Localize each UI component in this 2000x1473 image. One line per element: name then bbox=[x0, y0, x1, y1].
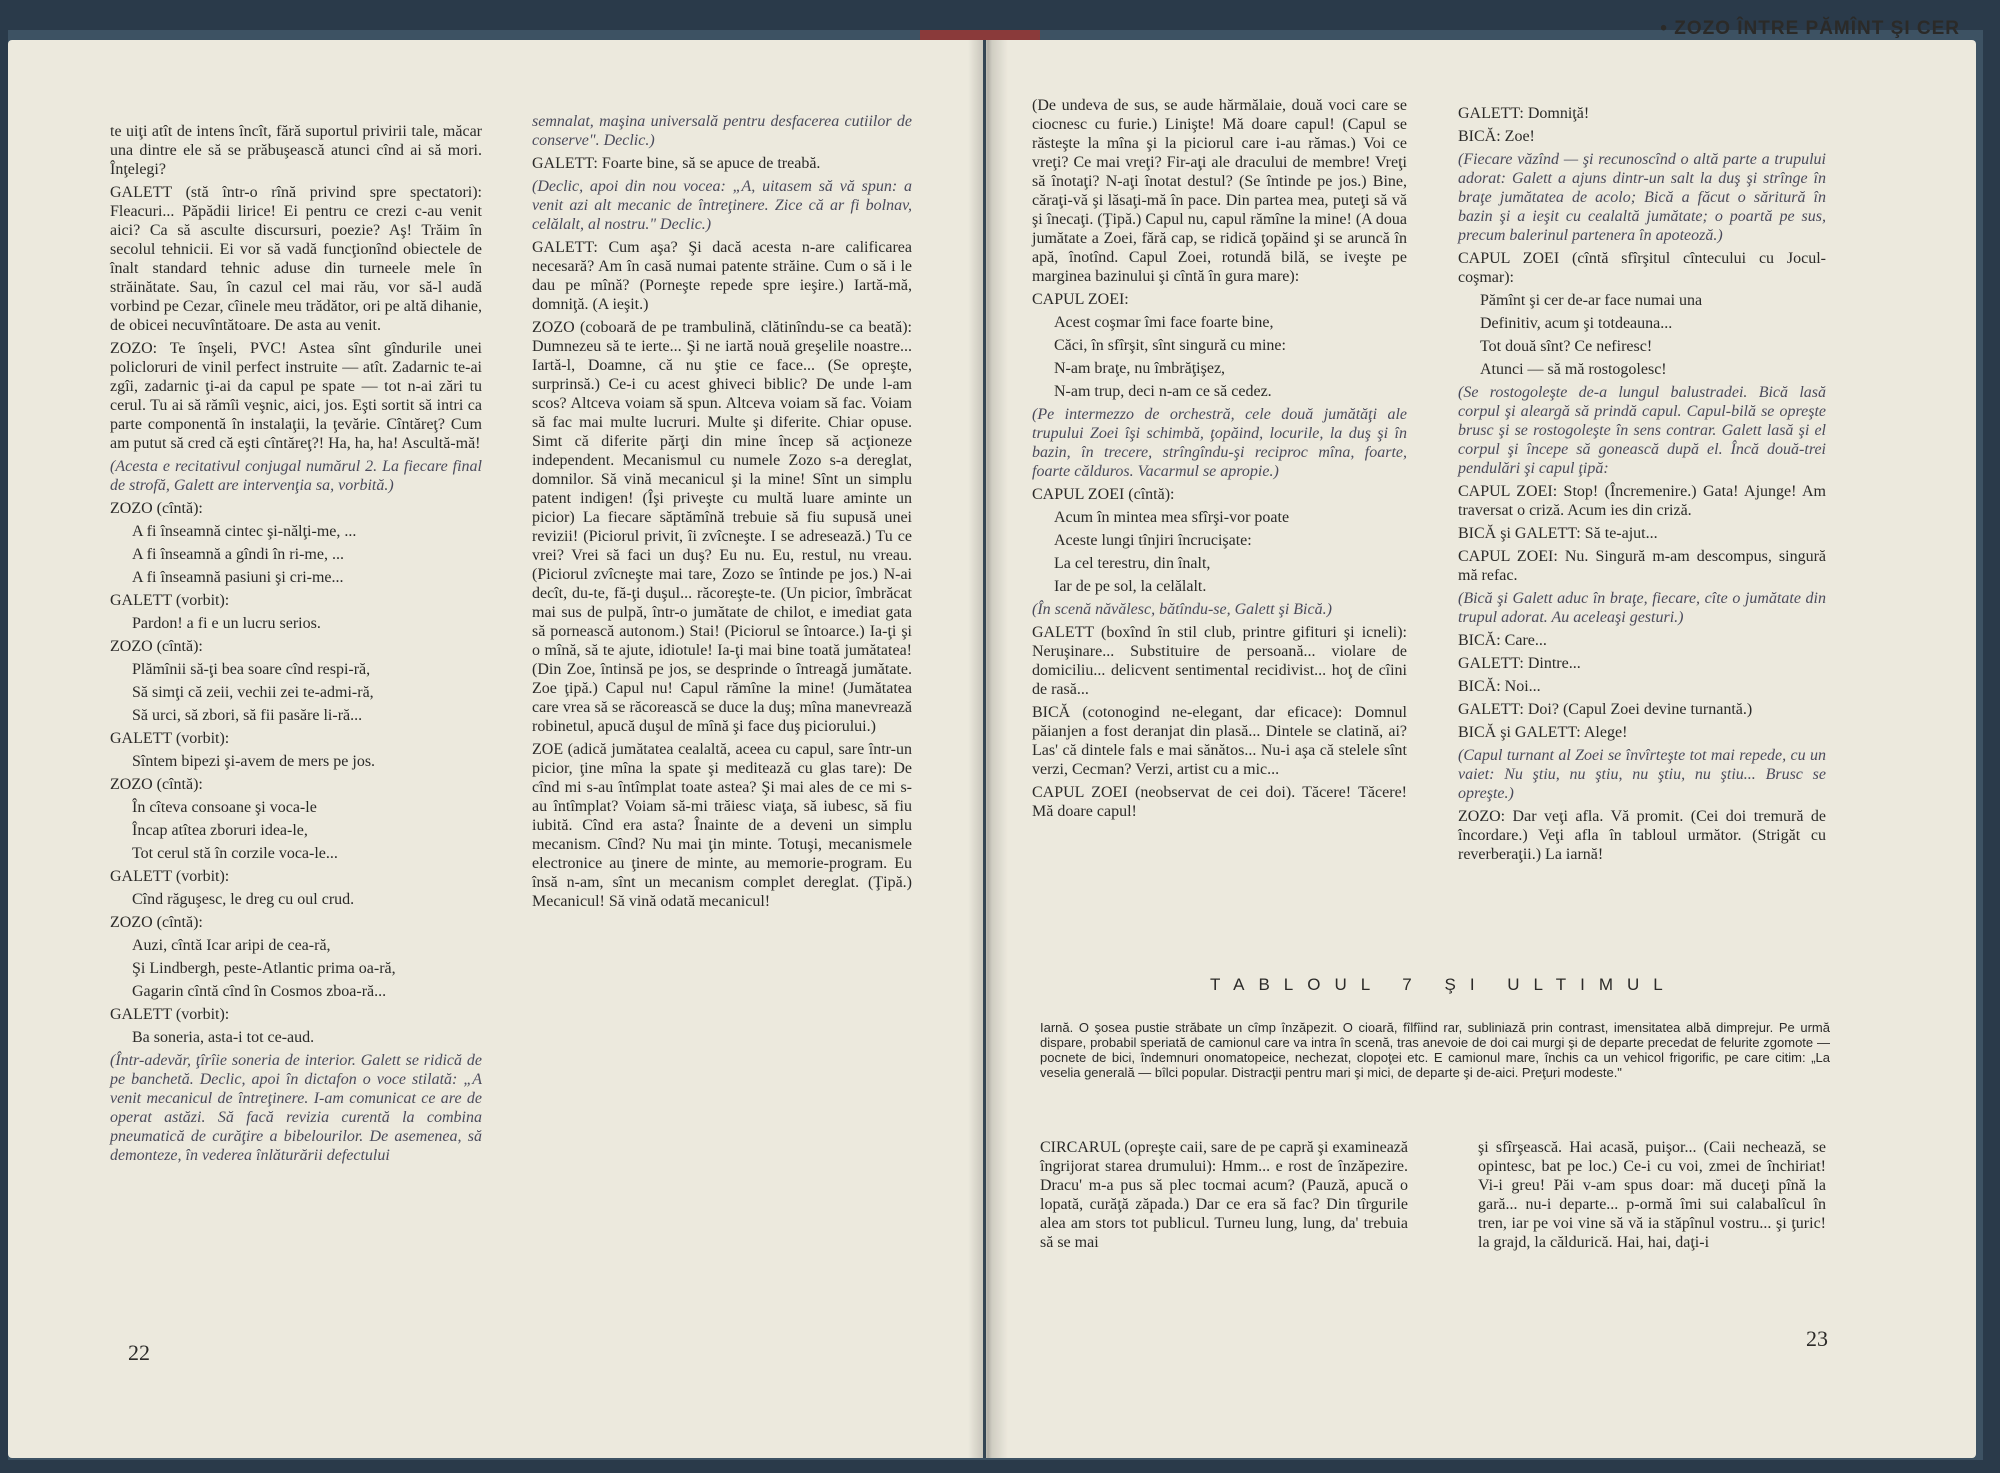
verse-line: N-am trup, deci n-am ce să cedez. bbox=[1054, 383, 1272, 400]
stage-direction: (Se rostogoleşte de-a lungul balustradei. Bică lasă corpul şi aleargă să prindă capul. Capul-bilă se opreşte brusc şi se rostogoleşte în sens contrar. Galett lasă şi el corpul şi începe să gonească după el. Încă două-trei pendulări şi capul ţipă: bbox=[1458, 384, 1826, 477]
dialogue-line: BICĂ (cotonogind ne-elegant, dar eficace): Domnul păianjen a fost deranjat din plasă... Dintele se clatină, ai? Las' că dintele fals e mai sănătos... Nu-i aşa că stelele sînt verzi, Cecman? Verzi, artist cu a mic... bbox=[1032, 704, 1407, 778]
dialogue-line: GALETT (stă într-o rînă privind spre spectatori): Fleacuri... Păpădii lirice! Ei pentru ce crezi c-au venit aici? Ca să asculte discursuri, poezie? Aş! Trăim în secolul tehnicii. Ei vor să vadă funcţionînd obiectele de înalt standard tehnic aduse din turneele mele în străinătate. Sau, în cazul cel mai rău, vor să-l audă vorbind pe Cezar, cîinele meu trădător, ori pe altă dihanie, de obicei necuvîntătoare. De asta au venit. bbox=[110, 184, 482, 334]
binding-tape bbox=[920, 30, 1040, 40]
verse-line: Şi Lindbergh, peste-Atlantic prima oa-ră, bbox=[132, 960, 396, 977]
verse-line: Să urci, să zbori, să fii pasăre li-ră... bbox=[132, 707, 363, 724]
verse-line: Pardon! a fi e un lucru serios. bbox=[132, 615, 321, 632]
verse-line: În cîteva consoane şi voca-le bbox=[132, 799, 317, 816]
stage-direction: (Fiecare văzînd — şi recunoscînd o altă parte a trupului adorat: Galett a ajuns dintr-un salt la duş şi strînge în braţe jumătatea de acolo; Bică a făcut o săritură în bazin şi a ieşit cu cealaltă jumătate; o poartă pe sus, precum balerinul partenera în apoteoză.) bbox=[1458, 151, 1826, 244]
dialogue-line: ZOZO: Dar veţi afla. Vă promit. (Cei doi tremură de încordare.) Veţi afla în tabloul următor. (Strigăt cu reverberaţii.) La iarnă! bbox=[1458, 808, 1826, 863]
dialogue-line: BICĂ şi GALETT: Să te-ajut... bbox=[1458, 525, 1658, 542]
verse-line: Definitiv, acum şi totdeauna... bbox=[1480, 315, 1673, 332]
verse-line: La cel terestru, din înalt, bbox=[1054, 555, 1211, 572]
verse-line: Pămînt şi cer de-ar face numai una bbox=[1480, 292, 1703, 309]
verse-line: Aceste lungi tînjiri încrucişate: bbox=[1054, 532, 1252, 549]
dialogue-line: ZOZO (cîntă): bbox=[110, 500, 203, 517]
dialogue-line: (De undeva de sus, se aude hărmălaie, două voci care se ciocnesc cu furie.) Linişte! Mă doare capul! (Capul se răsteşte la mîna şi la piciorul care i-au rămas.) Voi ce vreţi? Ce mai vreţi? Fir-aţi ale dracului de membre! Vreţi să înotaţi? N-aţi înotat destul? (Se întinde pe jos.) Bine, căraţi-vă şi lăsaţi-mă în pace. Din partea mea, puteţi să vă şi înecaţi. (Ţipă.) Capul nu, capul rămîne la mine! (A doua jumătate a Zoei, fără cap, se ridică ţopăind şi se aruncă în apă, înotînd. Capul Zoei, rotundă bilă, se iveşte pe marginea bazinului şi cîntă în gura mare): bbox=[1032, 97, 1407, 285]
dialogue-line: GALETT: Domniţă! bbox=[1458, 105, 1590, 122]
dialogue-line: CAPUL ZOEI: bbox=[1032, 291, 1129, 308]
dialogue-line: CAPUL ZOEI (neobservat de cei doi). Tăcere! Tăcere! Mă doare capul! bbox=[1032, 784, 1407, 820]
left-page-number: 22 bbox=[128, 1340, 150, 1365]
verse-line: A fi înseamnă cintec şi-nălţi-me, ... bbox=[132, 523, 357, 540]
dialogue-line: te uiţi atît de intens încît, fără suportul privirii tale, măcar una dintre ele să se prăbuşească atunci cînd ai să mori. Înţelegi? bbox=[110, 123, 482, 178]
tablou-title: TABLOUL 7 ŞI ULTIMUL bbox=[1210, 975, 1677, 994]
verse-line: Auzi, cîntă Icar aripi de cea-ră, bbox=[132, 937, 331, 954]
right-page-number: 23 bbox=[1806, 1326, 1828, 1351]
stage-direction: (Capul turnant al Zoei se învîrteşte tot mai repede, cu un vaiet: Nu ştiu, nu ştiu, nu ştiu, nu ştiu... Brusc se opreşte.) bbox=[1458, 747, 1826, 802]
verse-line: Tot două sînt? Ce nefiresc! bbox=[1480, 338, 1653, 355]
verse-line: Acest coşmar îmi face foarte bine, bbox=[1054, 314, 1274, 331]
dialogue-line: BICĂ: Zoe! bbox=[1458, 128, 1535, 145]
dialogue-line: ZOE (adică jumătatea cealaltă, aceea cu capul, sare într-un picior, ţine mîna la spate şi meditează cu glas tare): De cînd mi s-au întîmplat toate astea? Şi mai ales de ce mi s-au întîmplat? Voiam să-mi trăiesc viaţa, să iubesc, să fiu iubită. Cînd era asta? Înainte de a deveni un simplu mecanism. Cînd? Nu mai ţin minte. Totuşi, mecanismele electronice au ţinere de minte, au memorie-program. Eu însă n-am, sînt un mecanism complet dereglat. (Ţipă.) Mecanicul! Să vină odată mecanicul! bbox=[532, 741, 912, 910]
verse-line: A fi înseamnă a gîndi în ri-me, ... bbox=[132, 546, 344, 563]
dialogue-line: GALETT (vorbit): bbox=[110, 1006, 230, 1023]
dialogue-line: CIRCARUL (opreşte caii, sare de pe capră şi examinează îngrijorat starea drumului): Hmm... e rost de înzăpezire. Dracu' m-a pus să plec tocmai acum? (Pauză, apucă o lopată, curăţă zăpada.) Dar ce era să fac? Din tîrgurile alea am stors tot publicul. Turneu lung, lung, da' trebuia să se mai bbox=[1040, 1139, 1408, 1251]
dialogue-line: BICĂ: Noi... bbox=[1458, 678, 1541, 695]
dialogue-line: BICĂ şi GALETT: Alege! bbox=[1458, 724, 1628, 741]
dialogue-line: şi sfîrşească. Hai acasă, puişor... (Caii nechează, se opintesc, bat pe loc.) Ce-i cu voi, zmei de închiriat! Vi-i greu! Păi v-am spus doar: mă duceţi pînă la gară... nu-i departe... p-ormă îmi sui calabalîcul în tren, iar pe voi vine să vă ia stăpînul vostru... şi ţuric! la grajd, la căldurică. Hai, hai, daţi-i bbox=[1478, 1139, 1826, 1251]
running-header: • ZOZO ÎNTRE PĂMÎNT ŞI CER bbox=[1660, 18, 1960, 39]
dialogue-line: GALETT: Foarte bine, să se apuce de treabă. bbox=[532, 155, 821, 172]
dialogue-line: ZOZO (cîntă): bbox=[110, 914, 203, 931]
verse-line: Să simţi că zeii, vechii zei te-admi-ră, bbox=[132, 684, 374, 701]
dialogue-line: BICĂ: Care... bbox=[1458, 632, 1547, 649]
dialogue-line: GALETT (vorbit): bbox=[110, 868, 230, 885]
right-page-column-1 bbox=[1032, 96, 1407, 825]
right-page-column-3 bbox=[1040, 1138, 1408, 1256]
dialogue-line: GALETT (vorbit): bbox=[110, 730, 230, 747]
stage-direction: (Pe intermezzo de orchestră, cele două jumătăţi ale trupului Zoei îşi schimbă, ţopăind, locurile, la duş şi în bazin, în trecere, strîngîndu-şi reciproc mîna, foarte, foarte călduros. Vacarmul se apropie.) bbox=[1032, 406, 1407, 480]
dialogue-line: ZOZO: Te înşeli, PVC! Astea sînt gîndurile unei policloruri de vinil perfect instruite — atît. Zadarnic te-ai zgîi, zadarnic ţi-ai da capul pe spate — tot n-ai zări tu cerul. Tu ai să rămîi veşnic, aici, jos. Eşti sortit să intri ca parte componentă în instalaţii, la ţevărie. Cîntăreţ? Cum am putut să cred că eşti cîntăreţ?! Ha, ha, ha! Ascultă-mă! bbox=[110, 340, 482, 452]
left-page-column-1 bbox=[110, 122, 482, 1169]
verse-line: Tot cerul stă în corzile voca-le... bbox=[132, 845, 338, 862]
dialogue-line: CAPUL ZOEI (cîntă sfîrşitul cîntecului cu Jocul-coşmar): bbox=[1458, 250, 1826, 286]
tablou-intro: Iarnă. O şosea pustie străbate un cîmp înzăpezit. O cioară, fîlfîind rar, subliniază prin contrast, imensitatea albă dimprejur. Pe urmă dispare, probabil speriată de camionul care va intra în scenă, tras anevoie de doi cai murgi şi de departe precedat de felurite zgomote — pocnete de bici, îndemnuri onomatopeice, nechezat, clopoţei etc. E camionul mare, închis ca un vehicol frigorific, pe care citim: „La veselia generală — bîlci popular. Distracţii pentru mari şi mici, de departe şi de-aici. Preţuri modeste." bbox=[1040, 1020, 1830, 1080]
left-page-column-2 bbox=[532, 112, 912, 915]
dialogue-line: ZOZO (cîntă): bbox=[110, 638, 203, 655]
right-page-column-4 bbox=[1478, 1138, 1826, 1256]
dialogue-line: GALETT (vorbit): bbox=[110, 592, 230, 609]
stage-direction: (Acesta e recitativul conjugal numărul 2. La fiecare final de strofă, Galett are intervenţia sa, vorbită.) bbox=[110, 458, 482, 494]
dialogue-line: CAPUL ZOEI: Nu. Singură m-am descompus, singură mă refac. bbox=[1458, 548, 1826, 584]
verse-line: Căci, în sfîrşit, sînt singură cu mine: bbox=[1054, 337, 1286, 354]
dialogue-line: GALETT: Doi? (Capul Zoei devine turnantă.) bbox=[1458, 701, 1753, 718]
verse-line: A fi înseamnă pasiuni şi cri-me... bbox=[132, 569, 344, 586]
verse-line: Ba soneria, asta-i tot ce-aud. bbox=[132, 1029, 315, 1046]
dialogue-line: CAPUL ZOEI: Stop! (Încremenire.) Gata! Ajunge! Am traversat o criză. Acum ies din criză. bbox=[1458, 483, 1826, 519]
stage-direction: (Declic, apoi din nou vocea: „A, uitasem să vă spun: a venit azi alt mecanic de întreţinere. Zice că ar fi bolnav, celălalt, al nostru." Declic.) bbox=[532, 178, 912, 233]
stage-direction: (Într-adevăr, ţîrîie soneria de interior. Galett se ridică de pe banchetă. Declic, apoi în dictafon o voce stilată: „A venit mecanicul de întreţinere. I-am comunicat ce are de operat astăzi. Să facă revizia curentă la combina pneumatică de curăţire a bibelourilor. De asemenea, să demonteze, în vederea înlăturării defectului bbox=[110, 1052, 482, 1164]
right-page-column-2 bbox=[1458, 104, 1826, 868]
verse-line: Încap atîtea zboruri idea-le, bbox=[132, 822, 308, 839]
verse-line: Iar de pe sol, la celălalt. bbox=[1054, 578, 1207, 595]
stage-direction: semnalat, maşina universală pentru desfacerea cutiilor de conserve". Declic.) bbox=[532, 113, 912, 149]
verse-line: Cînd răguşesc, le dreg cu oul crud. bbox=[132, 891, 355, 908]
dialogue-line: GALETT (boxînd în stil club, printre gifituri şi icneli): Neruşinare... Substituire de persoană... violare de domiciliu... delicvent sentimental recidivist... hoţ de cîini de rasă... bbox=[1032, 624, 1407, 698]
verse-line: Gagarin cîntă cînd în Cosmos zboa-ră... bbox=[132, 983, 387, 1000]
dialogue-line: GALETT: Dintre... bbox=[1458, 655, 1581, 672]
dialogue-line: ZOZO (coboară de pe trambulină, clătinîndu-se ca beată): Dumnezeu să te ierte... Şi ne iartă nouă greşelile noastre... Iartă-l, Doamne, că nu ştie ce face... (Se opreşte, surprinsă.) Ce-i cu acest ghiveci biblic? De unde l-am scos? Altceva voiam să spun. Altceva voiam să fac. Voiam să fac mai multe lucruri. Multe şi diferite. Chiar opuse. Simt că diferite părţi din mine încep să acţioneze independent. Mecanismul cu numele Zozo s-a dereglat, domnilor. Să vină mecanicul şi la mine! Sînt un simplu patent indigen! (Îşi priveşte cu multă luare aminte un picior) La fiecare săptămînă trebuie să fiu supusă unei revizii! (Piciorul privit, îi zvîcneşte. I se adresează.) Tu ce vrei? Vrei să faci un duş? Eu nu. Eu, restul, nu vreau. (Piciorul zvîcneşte mai tare, Zozo se întinde pe jos.) N-ai decît, du-te, fă-ţi duşul... răcoreşte-te. (Un picior, îmbrăcat mai sus de pulpă, într-o jumătate de chilot, e imediat gata să pornească autonom.) Stai! (Piciorul se întoarce.) Ia-ţi şi o mînă, să te ajute, idiotule! Ia-ţi mai bine toată jumătatea! (Din Zoe, întinsă pe jos, se desprinde o întreagă jumătate. Zoe ţipă.) Capul nu! Capul rămîne la mine! (Jumătatea care vrea să se răcorească se duce la duş; mîna manevrează robinetul, apucă duşul de mînă şi face duş piciorului.) bbox=[532, 319, 912, 735]
dialogue-line: GALETT: Cum aşa? Şi dacă acesta n-are calificarea necesară? Am în casă numai patente străine. Cum o să i le dau pe mînă? (Porneşte repede spre ieşire.) Iartă-mă, domniţă. (A ieşit.) bbox=[532, 239, 912, 313]
verse-line: N-am braţe, nu îmbrăţişez, bbox=[1054, 360, 1226, 377]
stage-direction: (Bică şi Galett aduc în braţe, fiecare, cîte o jumătate din trupul adorat. Au aceleaşi gesturi.) bbox=[1458, 590, 1826, 626]
verse-line: Atunci — să mă rostogolesc! bbox=[1480, 361, 1667, 378]
dialogue-line: CAPUL ZOEI (cîntă): bbox=[1032, 486, 1175, 503]
stage-direction: (În scenă năvălesc, bătîndu-se, Galett şi Bică.) bbox=[1032, 601, 1332, 618]
book-gutter bbox=[968, 40, 1008, 1458]
dialogue-line: ZOZO (cîntă): bbox=[110, 776, 203, 793]
verse-line: Acum în mintea mea sfîrşi-vor poate bbox=[1054, 509, 1290, 526]
verse-line: Sîntem bipezi şi-avem de mers pe jos. bbox=[132, 753, 376, 770]
verse-line: Plămînii să-ţi bea soare cînd respi-ră, bbox=[132, 661, 371, 678]
